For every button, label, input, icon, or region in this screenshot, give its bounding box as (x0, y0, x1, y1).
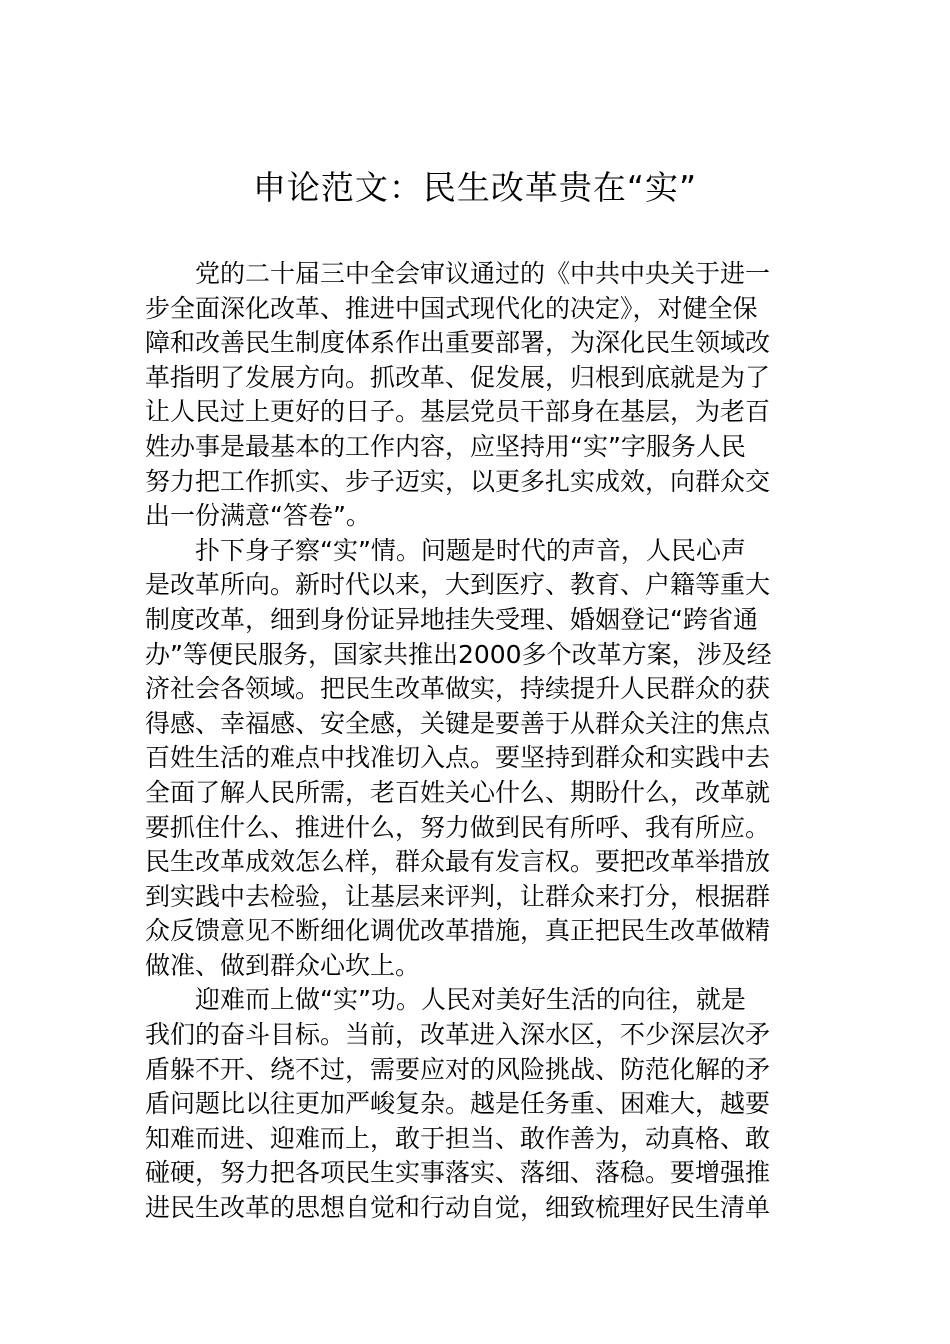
body-text-line: 到实践中去检验，让基层来评判，让群众来打分，根据群 (145, 881, 771, 911)
body-text-line: 济社会各领域。把民生改革做实，持续提升人民群众的获 (145, 674, 771, 704)
body-text-line: 得感、幸福感、安全感，关键是要善于从群众关注的焦点 (145, 708, 771, 738)
body-text-line: 党的二十届三中全会审议通过的《中共中央关于进一 (145, 259, 771, 288)
body-text-line: 办”等便民服务，国家共推出2000多个改革方案，涉及经 (145, 639, 772, 669)
body-text-line: 是改革所向。新时代以来，大到医疗、教育、户籍等重大 (145, 570, 771, 600)
body-text-line: 努力把工作抓实、步子迈实，以更多扎实成效，向群众交 (145, 466, 771, 496)
body-text-line: 出一份满意“答卷”。 (145, 501, 371, 531)
body-text-line: 知难而进、迎难而上，敢于担当、敢作善为，动真格、敢 (145, 1123, 771, 1153)
body-text-line: 进民生改革的思想自觉和行动自觉，细致梳理好民生清单 (145, 1193, 771, 1223)
body-text-line: 姓办事是最基本的工作内容，应坚持用“实”字服务人民 (145, 431, 746, 461)
body-text-line: 让人民过上更好的日子。基层党员干部身在基层，为老百 (145, 397, 771, 427)
body-text-line: 碰硬，努力把各项民生实事落实、落细、落稳。要增强推 (145, 1158, 771, 1188)
body-text-line: 百姓生活的难点中找准切入点。要坚持到群众和实践中去 (145, 743, 771, 773)
body-text-line: 民生改革成效怎么样，群众最有发言权。要把改革举措放 (145, 847, 771, 877)
body-text-line: 革指明了发展方向。抓改革、促发展，归根到底就是为了 (145, 362, 771, 392)
body-text-line: 众反馈意见不断细化调优改革措施，真正把民生改革做精 (145, 916, 771, 946)
body-text-line: 做准、做到群众心坎上。 (145, 950, 421, 980)
body-text-line: 盾问题比以往更加严峻复杂。越是任务重、困难大，越要 (145, 1089, 771, 1119)
body-text-line: 制度改革，细到身份证异地挂失受理、婚姻登记“跨省通 (145, 604, 758, 634)
body-text-line: 扑下身子察“实”情。问题是时代的声音，人民心声 (145, 535, 746, 565)
document-body (145, 257, 807, 1226)
body-text-line: 步全面深化改革、推进中国式现代化的决定》，对健全保 (145, 293, 758, 323)
body-text-line: 障和改善民生制度体系作出重要部署，为深化民生领域改 (145, 328, 771, 358)
body-text-line: 迎难而上做“实”功。人民对美好生活的向往，就是 (145, 985, 746, 1015)
body-text-line: 我们的奋斗目标。当前，改革进入深水区，不少深层次矛 (145, 1020, 771, 1050)
body-text-line: 全面了解人民所需，老百姓关心什么、期盼什么，改革就 (145, 777, 771, 807)
body-text-line: 要抓住什么、推进什么，努力做到民有所呼、我有所应。 (145, 812, 771, 842)
body-text-line: 盾躲不开、绕不过，需要应对的风险挑战、防范化解的矛 (145, 1054, 771, 1084)
document-title: 申论范文：民生改革贵在“实” (252, 168, 698, 207)
